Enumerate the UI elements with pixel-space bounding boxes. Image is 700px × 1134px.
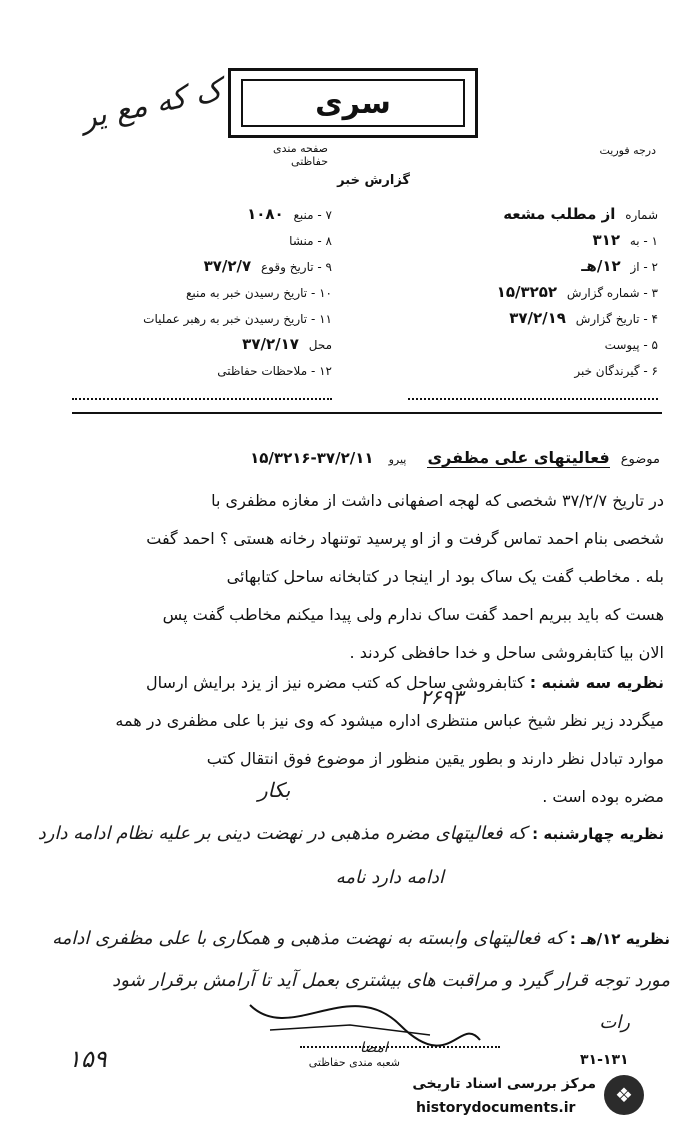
body-line: الان بیا کتابفروشی ساحل و خدا حافظی کردند . (349, 643, 664, 662)
unit-stamp: شعبه مندی حفاظتی (308, 1056, 400, 1069)
field-value: ۱۰۸۰ (247, 205, 284, 223)
field-row (72, 335, 332, 361)
handwritten-note: بکار (258, 778, 291, 802)
field-row (72, 231, 332, 257)
opinion-line: موارد تبادل نظر دارند و بطور یقین منظور از موضوع فوق انتقال کتب (206, 749, 664, 768)
field-value: ۳۱۲ (592, 231, 620, 249)
field-row (358, 283, 658, 309)
field-value: ۳۷/۲/۱۹ (509, 309, 566, 327)
subject-label: موضوع (620, 452, 660, 467)
field-label: ۷ - منبع (293, 208, 332, 222)
opinion-line (34, 812, 664, 856)
opinion-line: مورد توجه قرار گیرد و مراقبت های بیشتری بعمل آید تا آرامش برقرار شود (112, 970, 670, 991)
dotted-rule (72, 397, 332, 400)
report-title: گزارش خبر (337, 173, 410, 188)
priority-label: درجه فوریت (599, 144, 656, 157)
form-code: ۳۱-۱۳۱ (580, 1052, 629, 1068)
body-line: بله . مخاطب گفت یک ساک بود ار اینجا در کتابخانه ساحل کتابهائی (226, 567, 664, 586)
field-label: ۱۱ - تاریخ رسیدن خبر به رهبر عملیات (143, 312, 332, 326)
field-row (72, 283, 332, 309)
field-row (358, 335, 658, 361)
field-row (72, 309, 332, 335)
reference-number: ۳۷/۲/۱۱-۱۵/۳۲۱۶ (250, 449, 374, 467)
opinion-text: که فعالیتهای مضره مذهبی در نهضت دینی بر علیه نظام ادامه دارد (37, 823, 527, 844)
opinion-line (34, 664, 664, 702)
body-line: در تاریخ ۳۷/۲/۷ شخصی که لهجه اصفهانی داشت از مغازه مظفری با (211, 491, 664, 510)
opinion-line: میگردد زیر نظر شیخ عباس منتظری اداره میشود که وی نیز با علی مظفری در همه (115, 711, 664, 730)
opinion-text: کتابفروشی ساحل که کتب مضره نیز از یزد برایش ارسال (146, 673, 525, 692)
field-row (72, 205, 332, 231)
field-value: ۳۷/۲/۱۷ (242, 335, 299, 353)
opinion-wednesday (34, 812, 664, 900)
field-row (358, 257, 658, 283)
opinion-text: که فعالیتهای وابسته به نهضت مذهبی و همکاری با علی مظفری ادامه (52, 928, 565, 949)
classification-label: سری (241, 79, 465, 127)
body-line: هست که باید ببریم احمد گفت ساک ندارم ولی پیدا میکنم مخاطب گفت پس (162, 605, 664, 624)
opinion-label: نظریه چهارشنبه : (532, 825, 664, 843)
field-label: ۹ - تاریخ وقوع (261, 260, 332, 274)
field-label: ۵ - پیوست (604, 338, 658, 352)
subject-value: فعالیتهای علی مظفری (427, 448, 610, 467)
opinion-label: نظریه ۱۲/هـ : (569, 930, 670, 948)
field-value: ۱۲/هـ (581, 257, 621, 275)
watermark-title: مرکز بررسی اسناد تاریخی (412, 1076, 596, 1092)
field-label: ۴ - تاریخ گزارش (575, 312, 658, 326)
dotted-rule (408, 397, 658, 400)
field-row (72, 361, 332, 387)
field-label: ۳ - شماره گزارش (566, 286, 658, 300)
watermark-url: historydocuments.ir (416, 1100, 576, 1116)
field-label: محل (308, 338, 332, 352)
opinion-label: نظریه سه شنبه : (529, 673, 664, 692)
field-label: ۱۰ - تاریخ رسیدن خبر به منبع (185, 286, 332, 300)
field-value: از مطلب مشعه (503, 205, 616, 223)
field-label: ۸ - منشا (289, 234, 332, 248)
header-divider (72, 412, 662, 414)
subject-line (60, 448, 660, 467)
field-label: ۲ - از (630, 260, 658, 274)
field-label: ۶ - گیرندگان خبر (574, 364, 658, 378)
footer-dotted-rule (300, 1045, 500, 1048)
archive-logo-icon: ❖ (604, 1075, 644, 1115)
field-row (358, 309, 658, 335)
field-label: شماره (625, 208, 658, 222)
handwritten-number: ۲۶۹۳ (420, 685, 463, 709)
field-row (358, 205, 658, 231)
field-value: ۳۷/۲/۷ (203, 257, 252, 275)
opinion-line: رات (599, 1012, 630, 1033)
handwritten-corner-note: ک که مع یر (78, 72, 226, 137)
page-number: ۱۵۹ (68, 1045, 107, 1073)
field-label: ۱ - به (629, 234, 658, 248)
classification-stamp (228, 68, 478, 138)
report-body (34, 482, 664, 672)
body-line: شخصی بنام احمد تماس گرفت و از او پرسید توتنهاد رخانه هستی ؟ احمد گفت (146, 529, 664, 548)
opinion-line (30, 918, 670, 960)
opinion-tuesday (34, 664, 664, 816)
field-row (358, 361, 658, 387)
fields-left (72, 205, 332, 387)
field-label: ۱۲ - ملاحظات حفاظتی (217, 364, 332, 378)
field-row (358, 231, 658, 257)
field-row (72, 257, 332, 283)
security-unit-label: صفحه مندی حفاظتی (273, 142, 328, 168)
opinion-line: ادامه دارد نامه (335, 867, 444, 888)
signature: امضا (360, 1040, 388, 1056)
routing-note: پیرو (388, 453, 407, 466)
field-value: ۱۵/۳۲۵۲ (496, 283, 558, 301)
opinion-line: مضره بوده است . (542, 787, 664, 806)
fields-right (358, 205, 658, 387)
